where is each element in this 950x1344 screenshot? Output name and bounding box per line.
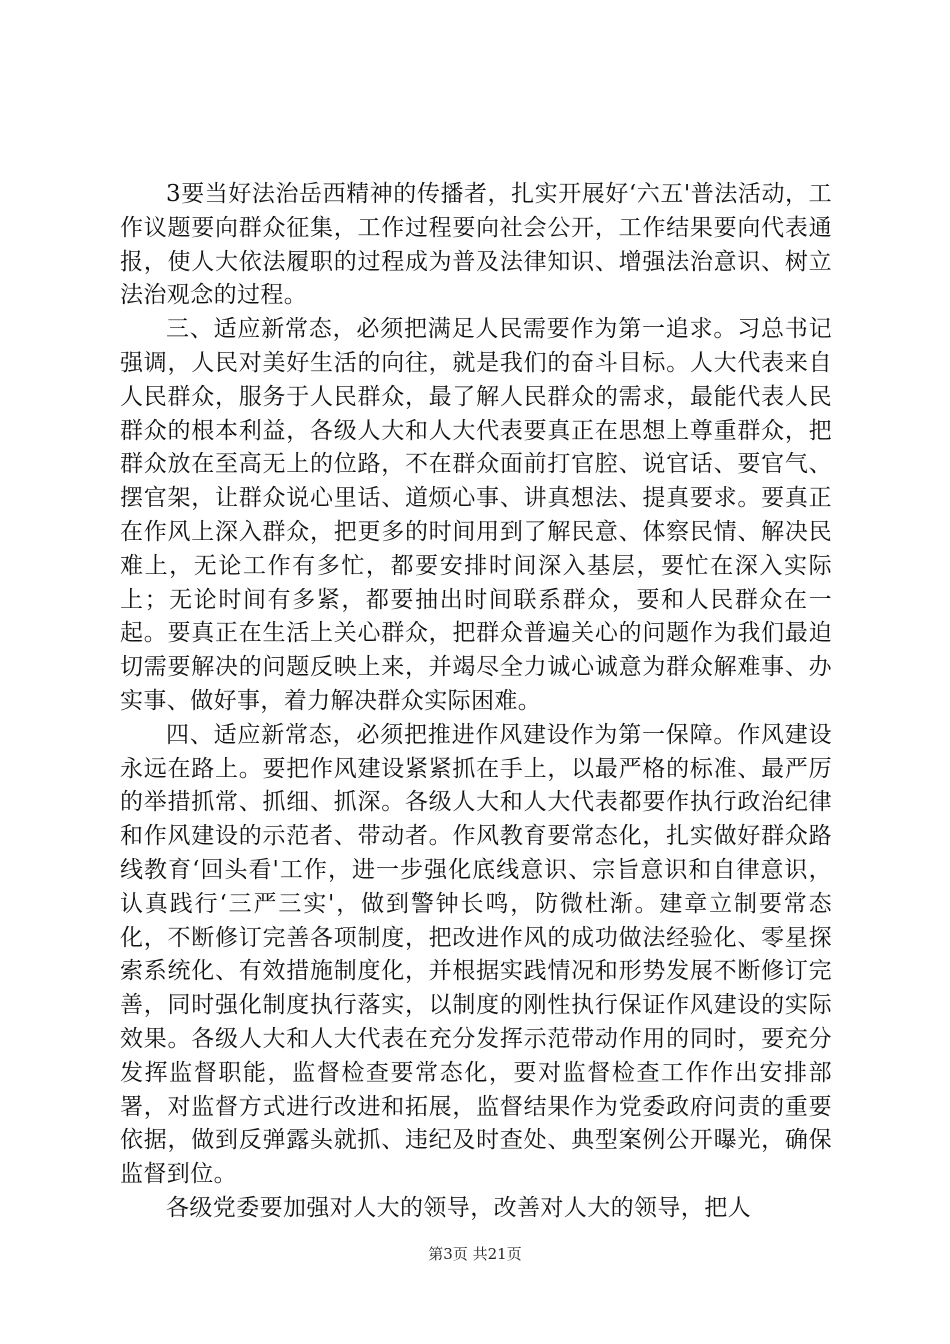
paragraph-people-needs: 三、适应新常态，必须把满足人民需要作为第一追求。习总书记强调，人民对美好生活的向往，就是我们的奋斗目标。人大代表来自人民群众，服务于人民群众，最了解人民群众的需求，最能代表人民群众的根本利益，各级人大和人大代表要真正在思想上尊重群众，把群众放在至高无上的位路，不在群众面前打官腔、说官话、要官气、摆官架，让群众说心里话、道烦心事、讲真想法、提真要求。要真正在作风上深入群众，把更多的时间用到了解民意、体察民情、解决民难上，无论工作有多忙，都要安排时间深入基层，要忙在深入实际上；无论时间有多紧，都要抽出时间联系群众，要和人民群众在一起。要真正在生活上关心群众，把群众普遍关心的问题作为我们最迫切需要解决的问题反映上来，并竭尽全力诚心诚意为群众解难事、办实事、做好事，着力解决群众实际困难。 — [120, 316, 832, 714]
paragraph-work-style: 四、适应新常态，必须把推进作风建设作为第一保障。作风建设永远在路上。要把作风建设紧紧抓在手上，以最严格的标准、最严厉的举措抓常、抓细、抓深。各级人大和人大代表都要作执行政治纪律和作风建设的示范者、带动者。作风教育要常态化，扎实做好群众路线教育‘回头看'工作，进一步强化底线意识、宗旨意识和自律意识，认真践行‘三严三实'，做到警钟长鸣，防微杜渐。建章立制要常态化，不断修订完善各项制度，把改进作风的成功做法经验化、零星探索系统化、有效措施制度化，并根据实践情况和形势发展不断修订完善，同时强化制度执行落实，以制度的刚性执行保证作风建设的实际效果。各级人大和人大代表在充分发挥示范带动作用的同时，要充分发挥监督职能，监督检查要常态化，要对监督检查工作作出安排部署，对监督方式进行改进和拓展，监督结果作为党委政府问责的重要依据，做到反弹露头就抓、违纪及时查处、典型案例公开曝光，确保监督到位。 — [120, 721, 832, 1188]
page-number: 第3页 共21页 — [428, 1245, 522, 1263]
paragraph-publicity: 3要当好法治岳西精神的传播者，扎实开展好‘六五'普法活动，工作议题要向群众征集，工作过程要向社会公开，工作结果要向代表通报，使人大依法履职的过程成为普及法律知识、增强法治意识、树立法治观念的过程。 — [120, 181, 832, 309]
paragraph-party-leadership: 各级党委要加强对人大的领导，改善对人大的领导，把人 — [166, 1194, 751, 1221]
document-body — [120, 178, 832, 1226]
